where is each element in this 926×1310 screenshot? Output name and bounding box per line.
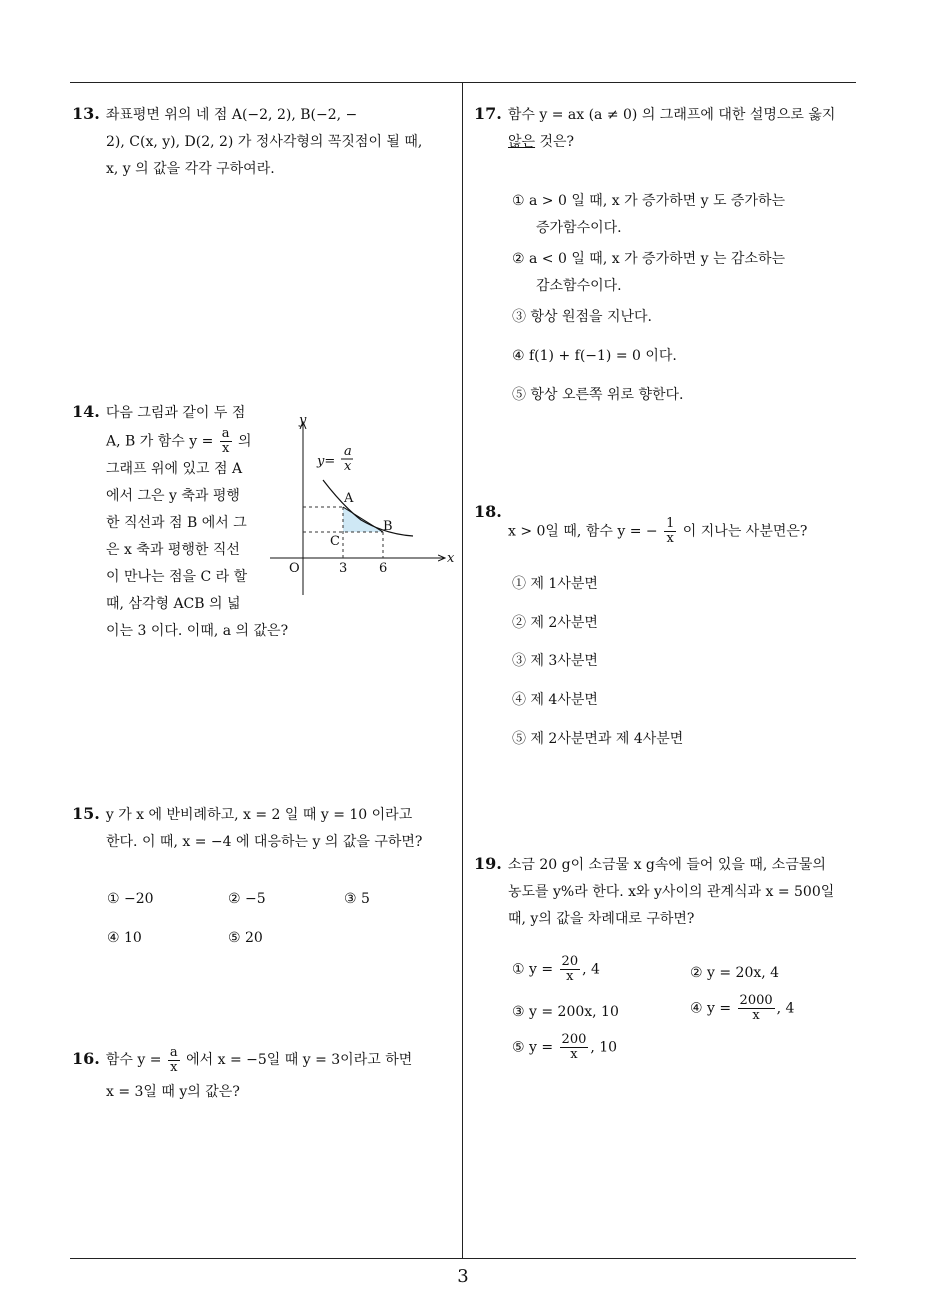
q13-line1: 좌표평면 위의 네 점 A(−2, 2), B(−2, − (105, 107, 358, 123)
question-number: 17. (474, 104, 502, 123)
curve-label-num: a (344, 444, 352, 459)
fraction: $\frac{a}{x}$ (169, 1044, 178, 1075)
q15-line1: y 가 x 에 반비례하고, x = 2 일 때 y = 10 이라고 (105, 807, 413, 823)
question-15 (72, 800, 457, 856)
q18-option-4[interactable]: ④ 제 4사분면 (512, 692, 598, 708)
question-number: 13. (72, 104, 100, 123)
q18-option-5[interactable]: ⑤ 제 2사분면과 제 4사분면 (512, 731, 684, 747)
q14-line3: 그래프 위에 있고 점 A (106, 461, 243, 477)
q19-option-2[interactable]: ② y = 20x, 4 (690, 965, 780, 981)
question-13 (72, 100, 457, 183)
q14-line1: 다음 그림과 같이 두 점 (105, 405, 246, 421)
q19-option-4[interactable]: ④ y = $\frac{2000}{x}$ , 4 (690, 993, 795, 1023)
question-19 (474, 850, 864, 933)
q17-option-2[interactable]: ② a < 0 일 때, x 가 증가하면 y 는 감소하는 (512, 251, 786, 267)
q19-line3: 때, y의 값을 차례대로 구하면? (508, 911, 695, 927)
y-axis-label: y (299, 413, 307, 428)
q18-option-3[interactable]: ③ 제 3사분면 (512, 653, 598, 669)
hyperbola-graph (265, 410, 465, 600)
q17-option-1-cont: 증가함수이다. (536, 220, 622, 236)
origin-label: O (289, 561, 300, 576)
q19-option-5[interactable]: ⑤ y = $\frac{200}{x}$ , 10 (512, 1032, 618, 1062)
q19-option-3[interactable]: ③ y = 200x, 10 (512, 1004, 619, 1020)
question-number: 16. (72, 1049, 100, 1068)
q17-option-1[interactable]: ① a > 0 일 때, x 가 증가하면 y 도 증가하는 (512, 193, 786, 209)
question-number: 18. (474, 502, 502, 521)
question-18: 18. x > 0일 때, 함수 y = − $\frac{1}{x}$ 이 지나는 사분면은? (474, 502, 808, 546)
q14-line9: 이는 3 이다. 이때, a 의 값은? (106, 623, 289, 639)
q15-option-4[interactable]: ④ 10 (107, 930, 142, 946)
q17-options (512, 188, 785, 409)
q17-option-4[interactable]: ④ f(1) + f(−1) = 0 이다. (512, 348, 677, 364)
top-rule (70, 82, 856, 83)
q15-line2: 한다. 이 때, x = −4 에 대응하는 y 의 값을 구하면? (106, 834, 423, 850)
column-divider (462, 83, 463, 1259)
q18-option-2[interactable]: ② 제 2사분면 (512, 615, 598, 631)
q13-line2: 2), C(x, y), D(2, 2) 가 정사각형의 꼭짓점이 될 때, (106, 134, 423, 150)
q13-line3: x, y 의 값을 각각 구하여라. (106, 161, 275, 177)
point-a-label: A (344, 491, 354, 506)
question-17: 17. 함수 y = ax (a ≠ 0) 의 그래프에 대한 설명으로 옳지 않은 것은? (474, 104, 836, 150)
fraction: $\frac{200}{x}$ (561, 1032, 587, 1062)
question-number: 19. (474, 854, 502, 873)
fraction: $\frac{2000}{x}$ (739, 993, 773, 1023)
q17-line1: 함수 y = ax (a ≠ 0) 의 그래프에 대한 설명으로 옳지 (507, 107, 836, 123)
q19-option-1[interactable]: ① y = $\frac{20}{x}$ , 4 (512, 954, 600, 984)
q15-option-2[interactable]: ② −5 (228, 891, 266, 907)
q18-option-1[interactable]: ① 제 1사분면 (512, 576, 598, 592)
bottom-rule (70, 1258, 856, 1259)
question-16: 16. 함수 y = $\frac{a}{x}$ 에서 x = −5일 때 y = 3이라고 하면 x = 3일 때 y의 값은? (72, 1045, 457, 1106)
question-14 (72, 398, 289, 645)
fraction: $\frac{a}{x}$ (221, 426, 230, 456)
q17-option-5[interactable]: ⑤ 항상 오른쪽 위로 향한다. (512, 387, 684, 403)
q15-option-1[interactable]: ① −20 (107, 891, 154, 907)
point-b-label: B (383, 519, 393, 534)
fraction: $\frac{1}{x}$ (666, 516, 675, 546)
question-number: 15. (72, 804, 100, 823)
q16-line2: x = 3일 때 y의 값은? (106, 1083, 240, 1100)
fraction: $\frac{20}{x}$ (561, 954, 579, 984)
q14-line2: A, B 가 함수 y = $\frac{a}{x}$ 의 (106, 426, 252, 456)
point-c-label: C (330, 534, 340, 549)
q14-line5: 한 직선과 점 B 에서 그 (106, 515, 247, 531)
tick-6: 6 (379, 561, 388, 576)
q15-option-5[interactable]: ⑤ 20 (228, 930, 263, 946)
q14-line4: 에서 그은 y 축과 평행 (106, 488, 240, 504)
q17-option-3[interactable]: ③ 항상 원점을 지난다. (512, 309, 652, 325)
page-number: 3 (457, 1266, 469, 1287)
q19-line2: 농도를 y%라 한다. x와 y사이의 관계식과 x = 500일 (508, 884, 835, 900)
q14-line7: 이 만나는 점을 C 라 할 (106, 569, 248, 585)
q15-option-3[interactable]: ③ 5 (344, 891, 370, 907)
q19-line1: 소금 20 g이 소금물 x g속에 들어 있을 때, 소금물의 (507, 857, 826, 873)
q14-line8: 때, 삼각형 ACB 의 넓 (106, 596, 241, 612)
q17-option-2-cont: 감소함수이다. (536, 278, 622, 294)
curve-label-den: x (344, 459, 352, 474)
tick-3: 3 (339, 561, 348, 576)
q14-line6: 은 x 축과 평행한 직선 (106, 542, 240, 558)
x-axis-label: x (447, 551, 455, 566)
q17-underlined: 않은 (508, 134, 536, 150)
question-number: 14. (72, 402, 100, 421)
curve-label: y= (317, 454, 336, 469)
